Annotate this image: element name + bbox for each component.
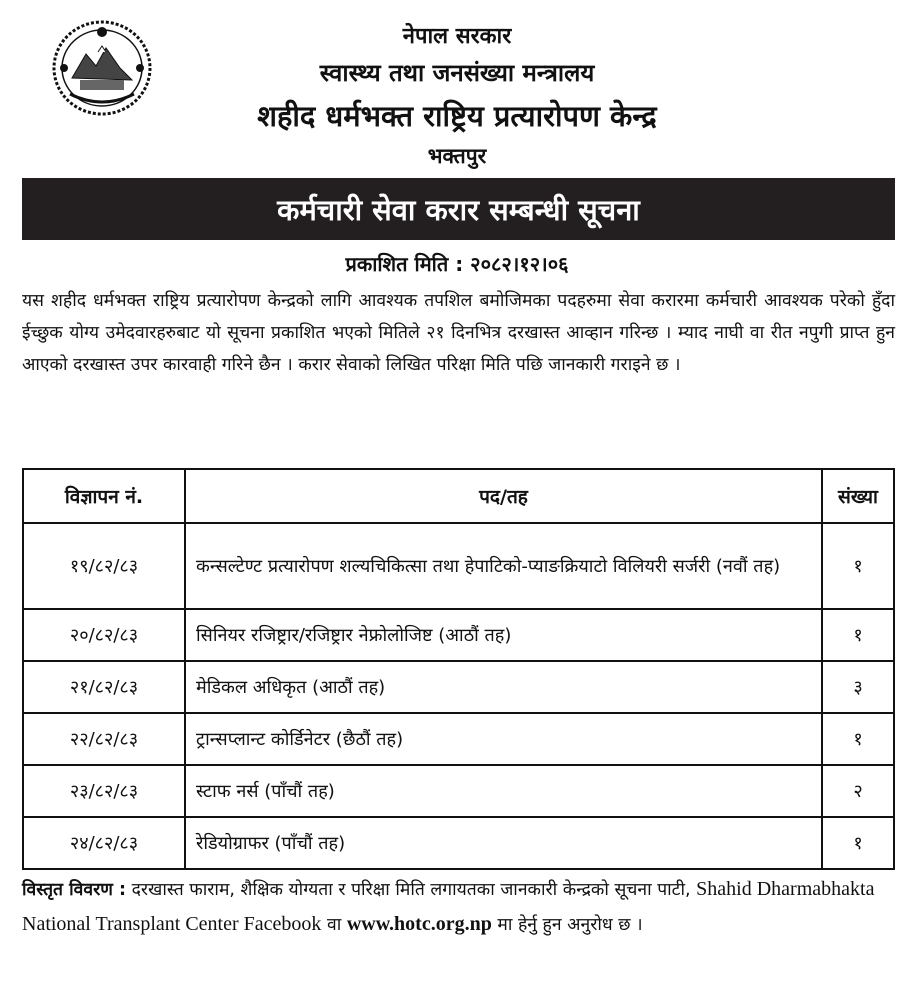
published-date-value: : २०८२।१२।०६ bbox=[455, 252, 569, 276]
table-header-row bbox=[23, 469, 894, 523]
post-cell: ट्रान्सप्लान्ट कोर्डिनेटर (छैठौं तह) bbox=[185, 713, 822, 765]
government-name: नेपाल सरकार bbox=[402, 24, 512, 49]
vacancy-table bbox=[22, 468, 895, 870]
header-count: संख्या bbox=[822, 469, 894, 523]
details-or: वा bbox=[326, 915, 342, 935]
details-request: मा हेर्नु हुन अनुरोध छ । bbox=[497, 915, 643, 935]
adv-no-cell: २२/८२/८३ bbox=[23, 713, 185, 765]
post-cell: कन्सल्टेण्ट प्रत्यारोपण शल्यचिकित्सा तथा हेपाटिको-प्याङक्रियाटो विलियरी सर्जरी (नवौं तह) bbox=[185, 523, 822, 609]
facebook-page-link[interactable]: Shahid Dharmabhakta National Transplant Center Facebook bbox=[22, 878, 875, 935]
post-cell: स्टाफ नर्स (पाँचौं तह) bbox=[185, 765, 822, 817]
table-row bbox=[23, 661, 894, 713]
details-text: दरखास्त फाराम, शैक्षिक योग्यता र परिक्षा मिति लगायतका जानकारी केन्द्रको सूचना पाटी, bbox=[131, 880, 691, 900]
count-cell: १ bbox=[822, 609, 894, 661]
adv-no-cell: २३/८२/८३ bbox=[23, 765, 185, 817]
details-label: विस्तृत विवरण : bbox=[22, 880, 127, 900]
post-cell: रेडियोग्राफर (पाँचौं तह) bbox=[185, 817, 822, 869]
count-cell: १ bbox=[822, 817, 894, 869]
published-date bbox=[0, 250, 914, 277]
table-row bbox=[23, 817, 894, 869]
notice-title-banner bbox=[22, 178, 895, 240]
count-cell: २ bbox=[822, 765, 894, 817]
table-row bbox=[23, 713, 894, 765]
header-adv-no: विज्ञापन नं. bbox=[23, 469, 185, 523]
count-cell: ३ bbox=[822, 661, 894, 713]
post-cell: सिनियर रजिष्ट्रार/रजिष्ट्रार नेफ्रोलोजिष्ट (आठौं तह) bbox=[185, 609, 822, 661]
adv-no-cell: २०/८२/८३ bbox=[23, 609, 185, 661]
table-row bbox=[23, 765, 894, 817]
details-footer bbox=[22, 872, 895, 942]
table-row bbox=[23, 523, 894, 609]
website-link[interactable]: www.hotc.org.np bbox=[346, 913, 492, 935]
location-name: भक्तपुर bbox=[427, 144, 487, 168]
header-post: पद/तह bbox=[185, 469, 822, 523]
center-name: शहीद धर्मभक्त राष्ट्रिय प्रत्यारोपण केन्द्र bbox=[257, 99, 657, 133]
post-cell: मेडिकल अधिकृत (आठौं तह) bbox=[185, 661, 822, 713]
adv-no-cell: २१/८२/८३ bbox=[23, 661, 185, 713]
count-cell: १ bbox=[822, 713, 894, 765]
table-row bbox=[23, 609, 894, 661]
intro-paragraph: यस शहीद धर्मभक्त राष्ट्रिय प्रत्यारोपण केन्द्रको लागि आवश्यक तपशिल बमोजिमका पदहरुमा सेवा करारमा कर्मचारी आवश्यक परेको हुँदा ईच्छुक योग्य उमेदवारहरुबाट यो सूचना प्रकाशित भएको मितिले २१ दिनभित्र दरखास्त आव्हान गरिन्छ । म्याद नाघी वा रीत नपुगी प्राप्त हुन आएको दरखास्त उपर कारवाही गरिने छैन । करार सेवाको लिखित परिक्षा मिति पछि जानकारी गराइने छ । bbox=[22, 291, 895, 375]
adv-no-cell: १९/८२/८३ bbox=[23, 523, 185, 609]
adv-no-cell: २४/८२/८३ bbox=[23, 817, 185, 869]
published-date-label: प्रकाशित मिति bbox=[345, 252, 449, 276]
ministry-name: स्वास्थ्य तथा जनसंख्या मन्त्रालय bbox=[319, 59, 595, 87]
notice-title: कर्मचारी सेवा करार सम्बन्धी सूचना bbox=[277, 192, 640, 227]
count-cell: १ bbox=[822, 523, 894, 609]
